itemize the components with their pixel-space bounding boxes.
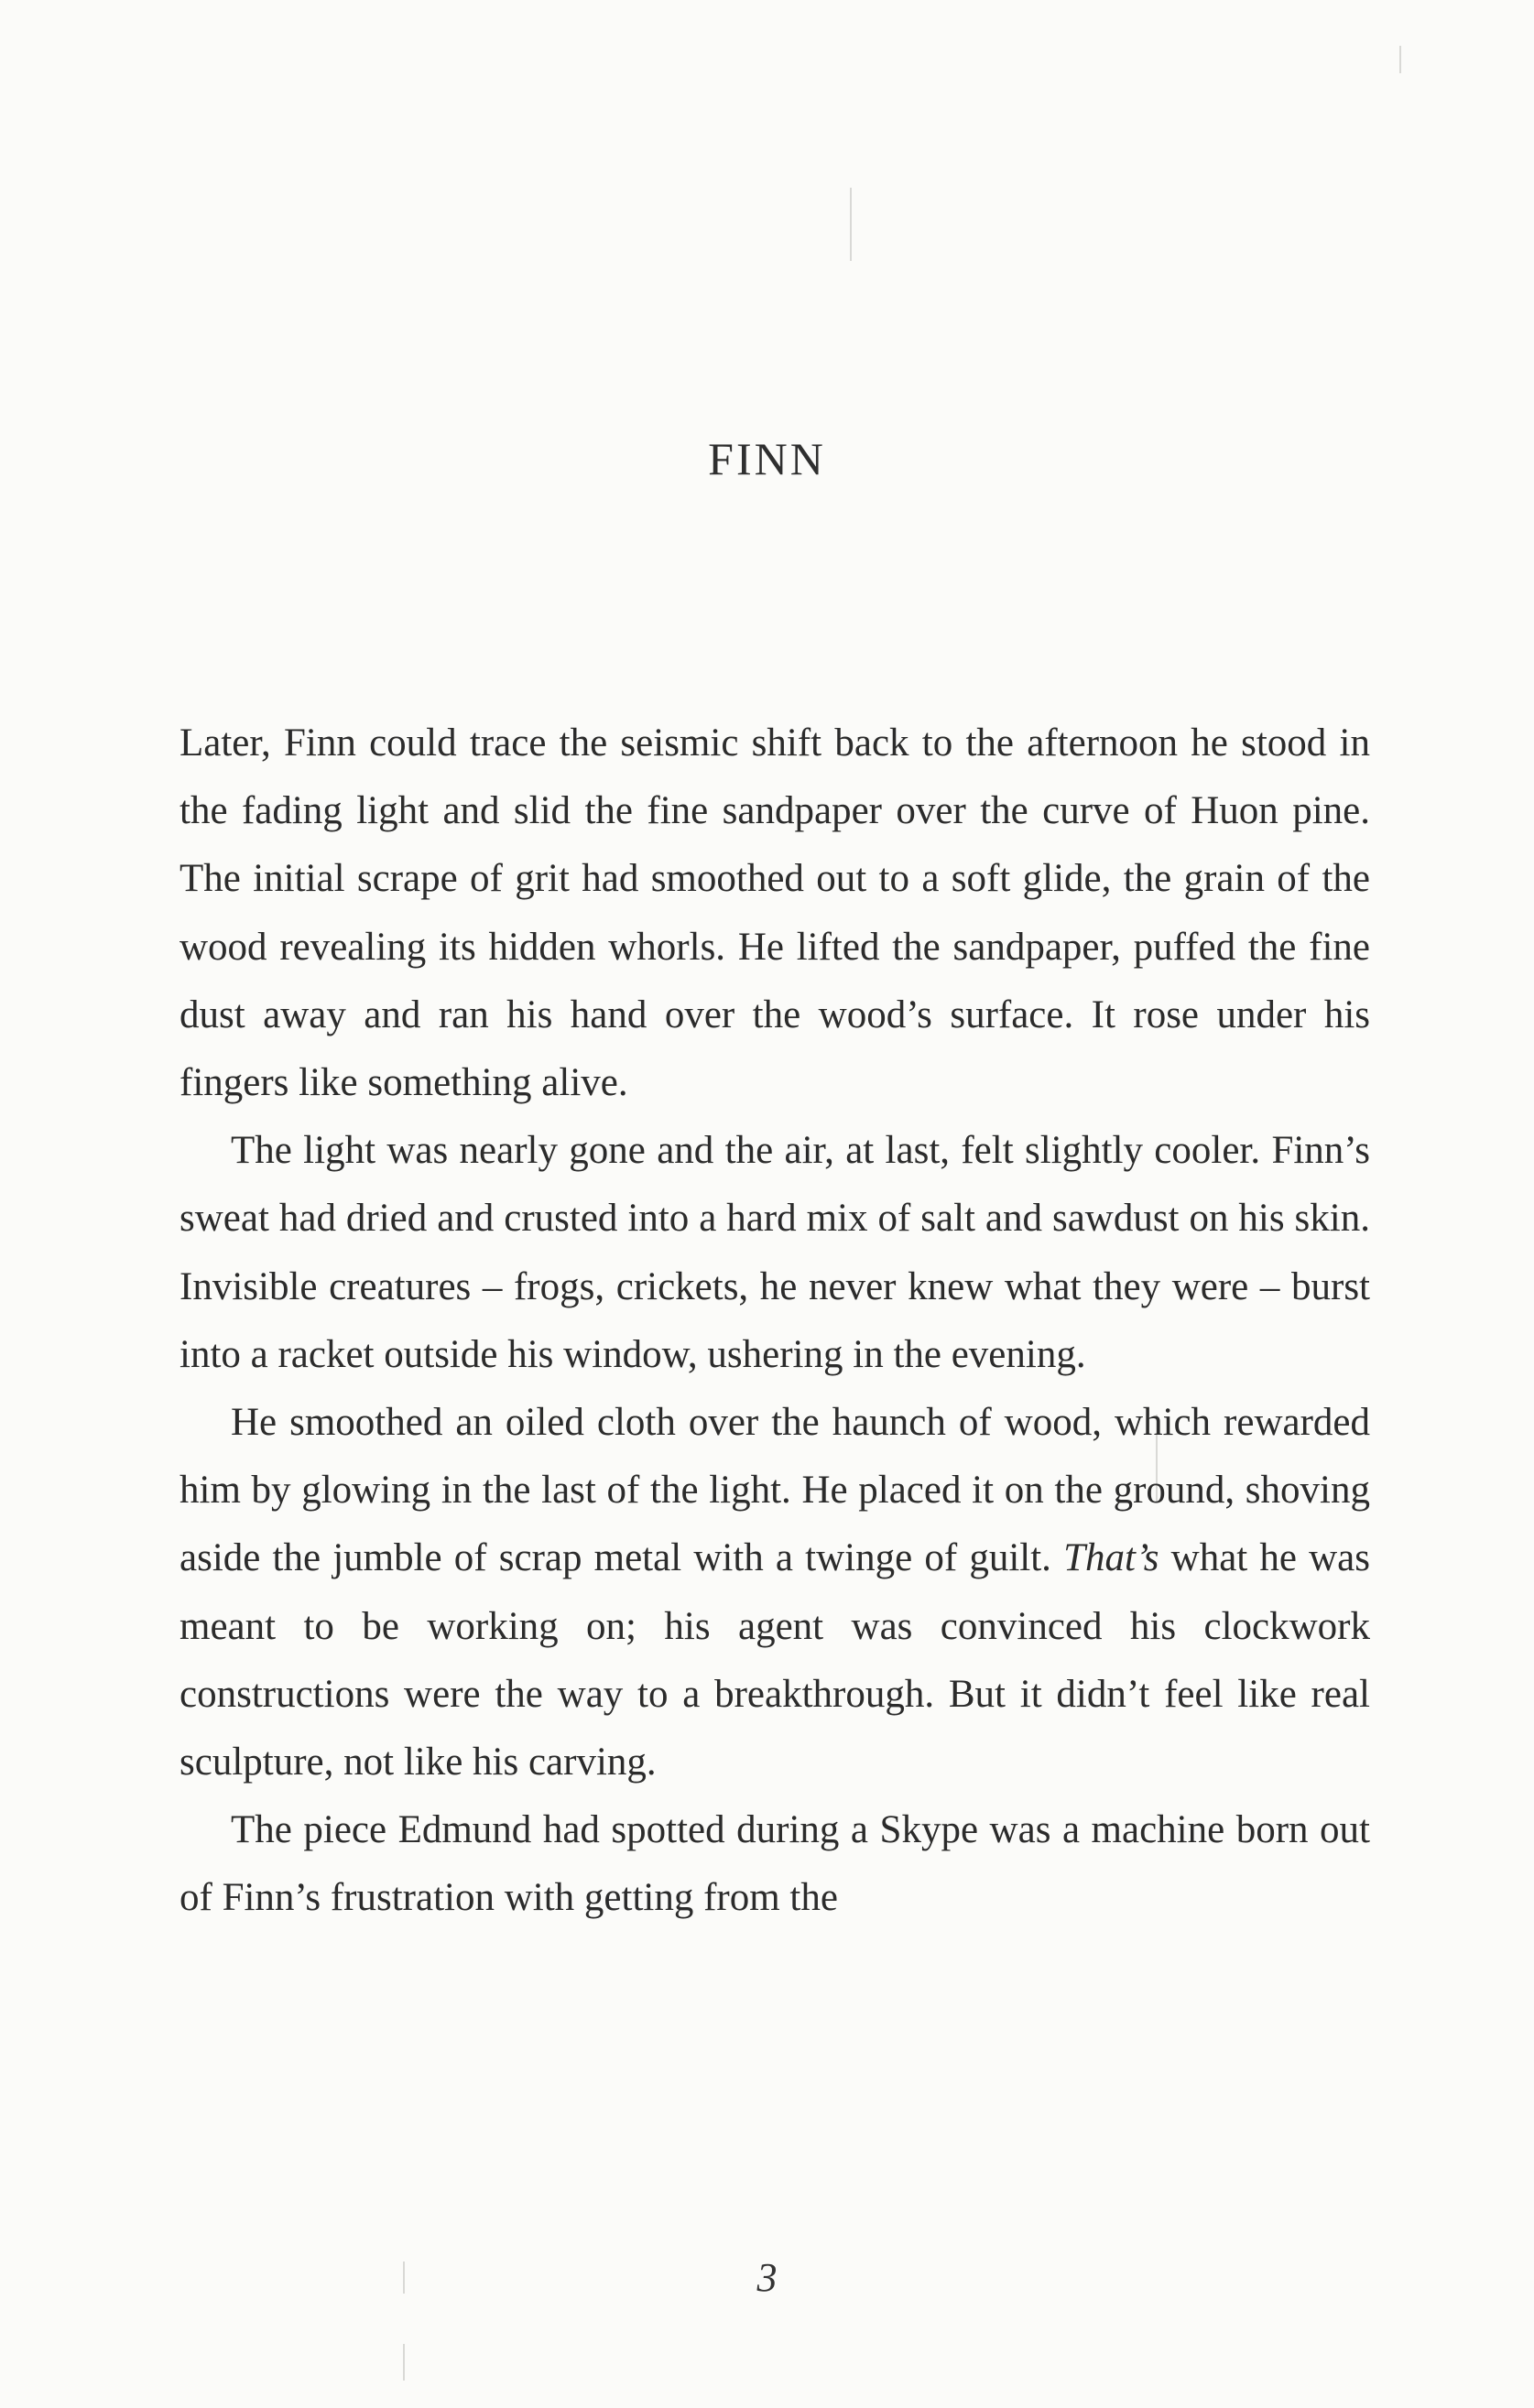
paragraph-1 [180,710,1370,1117]
scan-artifact [403,2344,405,2381]
scan-artifact [1399,46,1401,73]
paragraph-4-text: The piece Edmund had spotted during a Skype was a machine born out of Finn’s frustration with getting from the [180,1808,1370,1920]
chapter-title: FINN [708,433,826,484]
paragraph-3-emphasis: That’s [1063,1536,1159,1580]
paragraph-3 [180,1389,1370,1796]
body-text [180,710,1370,1933]
paragraph-2 [180,1117,1370,1389]
paragraph-3-text-b: what he was meant to be working on; his agent was convinced his clockwork constructions were the way to a breakthrough. But it didn’t feel like real sculpture, not like his carving. [180,1536,1371,1784]
paragraph-3-text-a: He smoothed an oiled cloth over the haunch of wood, which rewarded him by glowing in the last of the light. He placed it on the ground, shoving aside the jumble of scrap metal with a twinge of guilt. [180,1401,1370,1580]
paragraph-2-text: The light was nearly gone and the air, at last, felt slightly cooler. Finn’s sweat had dried and crusted into a hard mix of salt and sawdust on his skin. Invisible creatures – frogs, crickets, he never knew what they were – burst into a racket outside his window, ushering in the evening. [180,1129,1370,1376]
page-number: 3 [756,2255,778,2300]
paragraph-4 [180,1796,1370,1932]
paragraph-1-text: Later, Finn could trace the seismic shift back to the afternoon he stood in the fading light and slid the fine sandpaper over the curve of Huon pine. The initial scrape of grit had smoothed out to a soft glide, the grain of the wood revealing its hidden whorls. He lifted the sandpaper, puffed the fine dust away and ran his hand over the wood’s surface. It rose under his fingers like something alive. [180,721,1370,1105]
scan-artifact [850,188,852,261]
